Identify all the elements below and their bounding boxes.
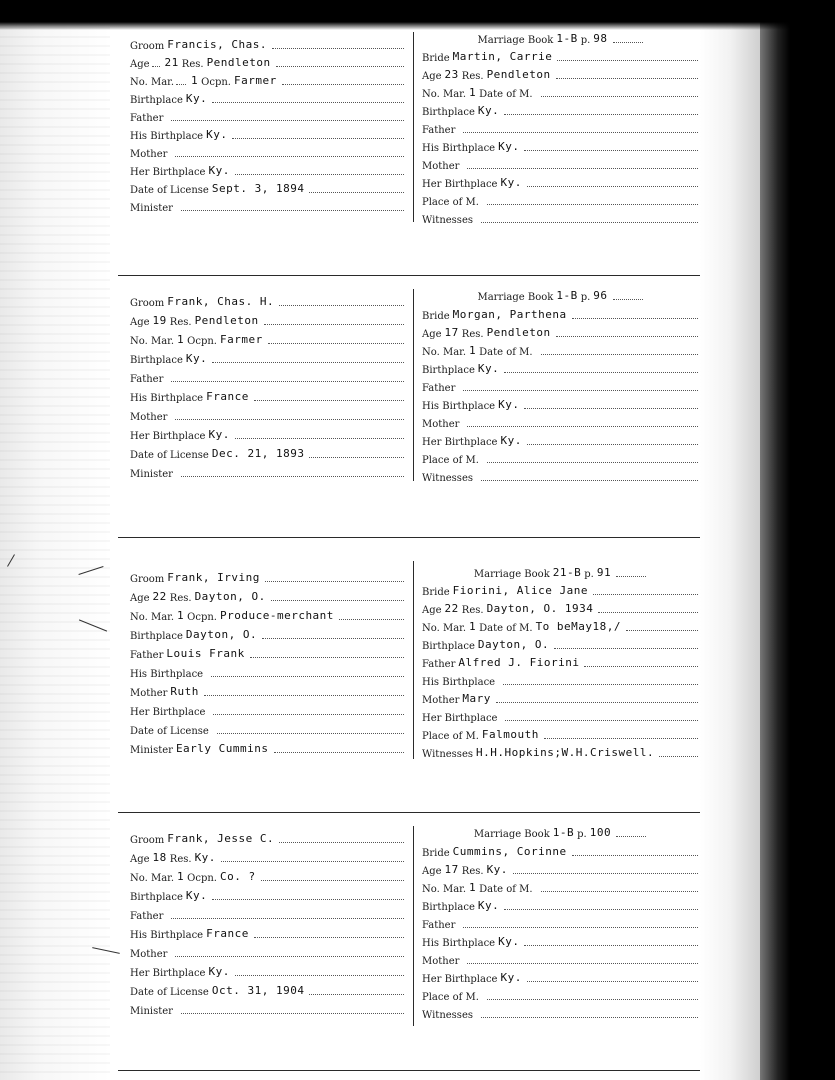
groom-mother: Ruth — [170, 685, 199, 698]
groom-birthplace: Ky. — [185, 92, 208, 105]
bride-name: Morgan, Parthena — [452, 308, 567, 321]
bride-age: 22 — [444, 602, 459, 615]
scan-noise — [0, 0, 110, 1080]
groom-res: Dayton, O. — [194, 590, 266, 603]
groom-her-birthplace: Ky. — [208, 965, 230, 978]
groom-name: Frank, Irving — [167, 571, 260, 584]
groom-ocpn: Farmer — [233, 74, 277, 87]
groom-res: Ky. — [194, 851, 216, 864]
groom-name: Francis, Chas. — [167, 38, 268, 51]
groom-birthplace: Ky. — [185, 352, 208, 365]
groom-ocpn: Farmer — [219, 333, 263, 346]
groom-no-mar: 1 — [177, 333, 185, 346]
groom-her-birthplace: Ky. — [208, 428, 230, 441]
marriage-card-2: Groom Frank, Chas. H. Age 19 Res. Pendleton No. Mar. 1 Ocpn. Farmer Birthplace Ky. Father His Birthplace France Mother Her Birthplace Ky. Date of License Dec. 21, 1893 Minister Marriage Book 1-B p. 96 Bride Morgan, Parthena Age 17 Res. Pendleton No. Mar. 1 Date of M. Birthplace Ky. Father His Birthplace Ky. Mother Her Birthplace Ky. Place of M. Witnesses — [118, 275, 700, 485]
groom-nomar-row: No. Mar. 1 Ocpn. Farmer — [130, 70, 406, 88]
groom-birthplace: Ky. — [185, 889, 208, 902]
bride-no-mar: 1 — [469, 86, 477, 99]
marriage-page: 96 — [593, 289, 608, 302]
groom-age-row: Age 21 Res. Pendleton — [130, 52, 406, 70]
card-top-rule — [118, 275, 700, 276]
scan-top-edge — [0, 0, 835, 30]
groom-date-of-license: Sept. 3, 1894 — [211, 182, 305, 195]
bride-no-mar: 1 — [469, 620, 477, 633]
bride-res: Ky. — [486, 863, 508, 876]
bride-res: Pendleton — [486, 326, 551, 339]
bride-name: Martin, Carrie — [452, 50, 553, 63]
marriage-card-3: Groom Frank, Irving Age 22 Res. Dayton, O. No. Mar. 1 Ocpn. Produce-merchant Birthplace Dayton, O. Father Louis Frank His Birthplace Mother Ruth Her Birthplace Date of License Minister Early Cummins Marriage Book 21-B p. 91 Bride Fiorini, Alice Jane Age 22 Res. Dayton, O. 1934 No. Mar. 1 Date of M. To beMay18,/ Birthplace Dayton, O. Father Alfred J. Fiorini His Birthplace Mother Mary Her Birthplace Place of M. Falmouth Witnesses H.H.Hopkins;W.H.Criswell. — [118, 537, 700, 762]
groom-his-birthplace: France — [206, 927, 249, 940]
groom-name: Frank, Chas. H. — [167, 295, 275, 308]
groom-age: 18 — [152, 851, 167, 864]
groom-age: 21 — [164, 56, 179, 69]
groom-her-birthplace: Ky. — [208, 164, 230, 177]
groom-his-birthplace: Ky. — [206, 128, 228, 141]
card-top-rule — [118, 812, 700, 813]
bride-father: Alfred J. Fiorini — [458, 656, 580, 669]
groom-res: Pendleton — [194, 314, 259, 327]
bride-name: Fiorini, Alice Jane — [452, 584, 588, 597]
marriage-book: 1-B — [556, 32, 578, 45]
marriage-page: 100 — [589, 826, 612, 839]
bride-date-of-m: To beMay18,/ — [535, 620, 622, 633]
groom-date-of-license: Oct. 31, 1904 — [211, 984, 305, 997]
groom-no-mar: 1 — [191, 74, 199, 87]
column-divider — [413, 32, 414, 222]
groom-label: Groom — [130, 41, 165, 52]
marriage-book-line: Marriage Book 1-B p. 98 — [422, 28, 700, 46]
bride-place-of-m: Falmouth — [481, 728, 539, 741]
bride-name: Cummins, Corinne — [452, 845, 567, 858]
column-divider — [413, 561, 414, 759]
marriage-card-1: Groom Francis, Chas. Age 21 Res. Pendleton No. Mar. 1 Ocpn. Farmer Birthplace Ky. Father His Birthplace Ky. Mother Her Birthplace Ky. Date of License Sept. 3, 1894 Minister Marriage Book 1-B p. 98 Bride Martin, Carrie Age 23 Res. Pendleton No. Mar. 1 Date of M. Birthplace Ky. Father His Birthplace Ky. Mother Her Birthplace Ky. Place of M. Witnesses — [118, 30, 700, 230]
card-bottom-rule — [118, 1070, 700, 1071]
bride-birthplace: Ky. — [477, 104, 500, 117]
groom-date-of-license: Dec. 21, 1893 — [211, 447, 305, 460]
groom-ocpn: Co. ? — [219, 870, 256, 883]
bride-birthplace: Ky. — [477, 362, 500, 375]
marriage-page: 91 — [596, 566, 612, 579]
column-divider — [413, 826, 414, 1026]
card-top-rule — [118, 537, 700, 538]
marriage-card-4: Groom Frank, Jesse C. Age 18 Res. Ky. No. Mar. 1 Ocpn. Co. ? Birthplace Ky. Father His Birthplace France Mother Her Birthplace Ky. Date of License Oct. 31, 1904 Minister Marriage Book 1-B p. 100 Bride Cummins, Corinne Age 17 Res. Ky. No. Mar. 1 Date of M. Birthplace Ky. Father His Birthplace Ky. Mother Her Birthplace Ky. Place of M. Witnesses — [118, 812, 700, 1080]
groom-res: Pendleton — [206, 56, 271, 69]
bride-age: 17 — [444, 326, 459, 339]
groom-age: 19 — [152, 314, 167, 327]
groom-father: Louis Frank — [166, 647, 245, 660]
bride-mother: Mary — [462, 692, 491, 705]
groom-birthplace: Dayton, O. — [185, 628, 258, 641]
groom-name-row — [130, 34, 406, 52]
groom-minister: Early Cummins — [175, 742, 269, 755]
groom-no-mar: 1 — [177, 609, 185, 622]
bride-his-birthplace: Ky. — [498, 398, 520, 411]
bride-his-birthplace: Ky. — [498, 140, 520, 153]
bride-her-birthplace: Ky. — [500, 434, 522, 447]
bride-his-birthplace: Ky. — [498, 935, 520, 948]
groom-ocpn: Produce-merchant — [219, 609, 334, 622]
marriage-book: 1-B — [556, 289, 578, 302]
marriage-page: 98 — [593, 32, 608, 45]
bride-no-mar: 1 — [469, 881, 477, 894]
groom-name: Frank, Jesse C. — [167, 832, 275, 845]
scan-dark-edge — [760, 0, 835, 1080]
groom-no-mar: 1 — [177, 870, 185, 883]
bride-her-birthplace: Ky. — [500, 176, 522, 189]
bride-res: Dayton, O. 1934 — [486, 602, 594, 615]
bride-age: 23 — [444, 68, 459, 81]
groom-his-birthplace: France — [206, 390, 249, 403]
bride-res: Pendleton — [486, 68, 551, 81]
column-divider — [413, 289, 414, 481]
groom-age: 22 — [152, 590, 167, 603]
bride-birthplace: Dayton, O. — [477, 638, 550, 651]
bride-birthplace: Ky. — [477, 899, 500, 912]
bride-age: 17 — [444, 863, 459, 876]
bride-her-birthplace: Ky. — [500, 971, 522, 984]
bride-no-mar: 1 — [469, 344, 477, 357]
marriage-book: 1-B — [552, 826, 575, 839]
marriage-book: 21-B — [552, 566, 582, 579]
bride-witnesses: H.H.Hopkins;W.H.Criswell. — [476, 746, 655, 759]
